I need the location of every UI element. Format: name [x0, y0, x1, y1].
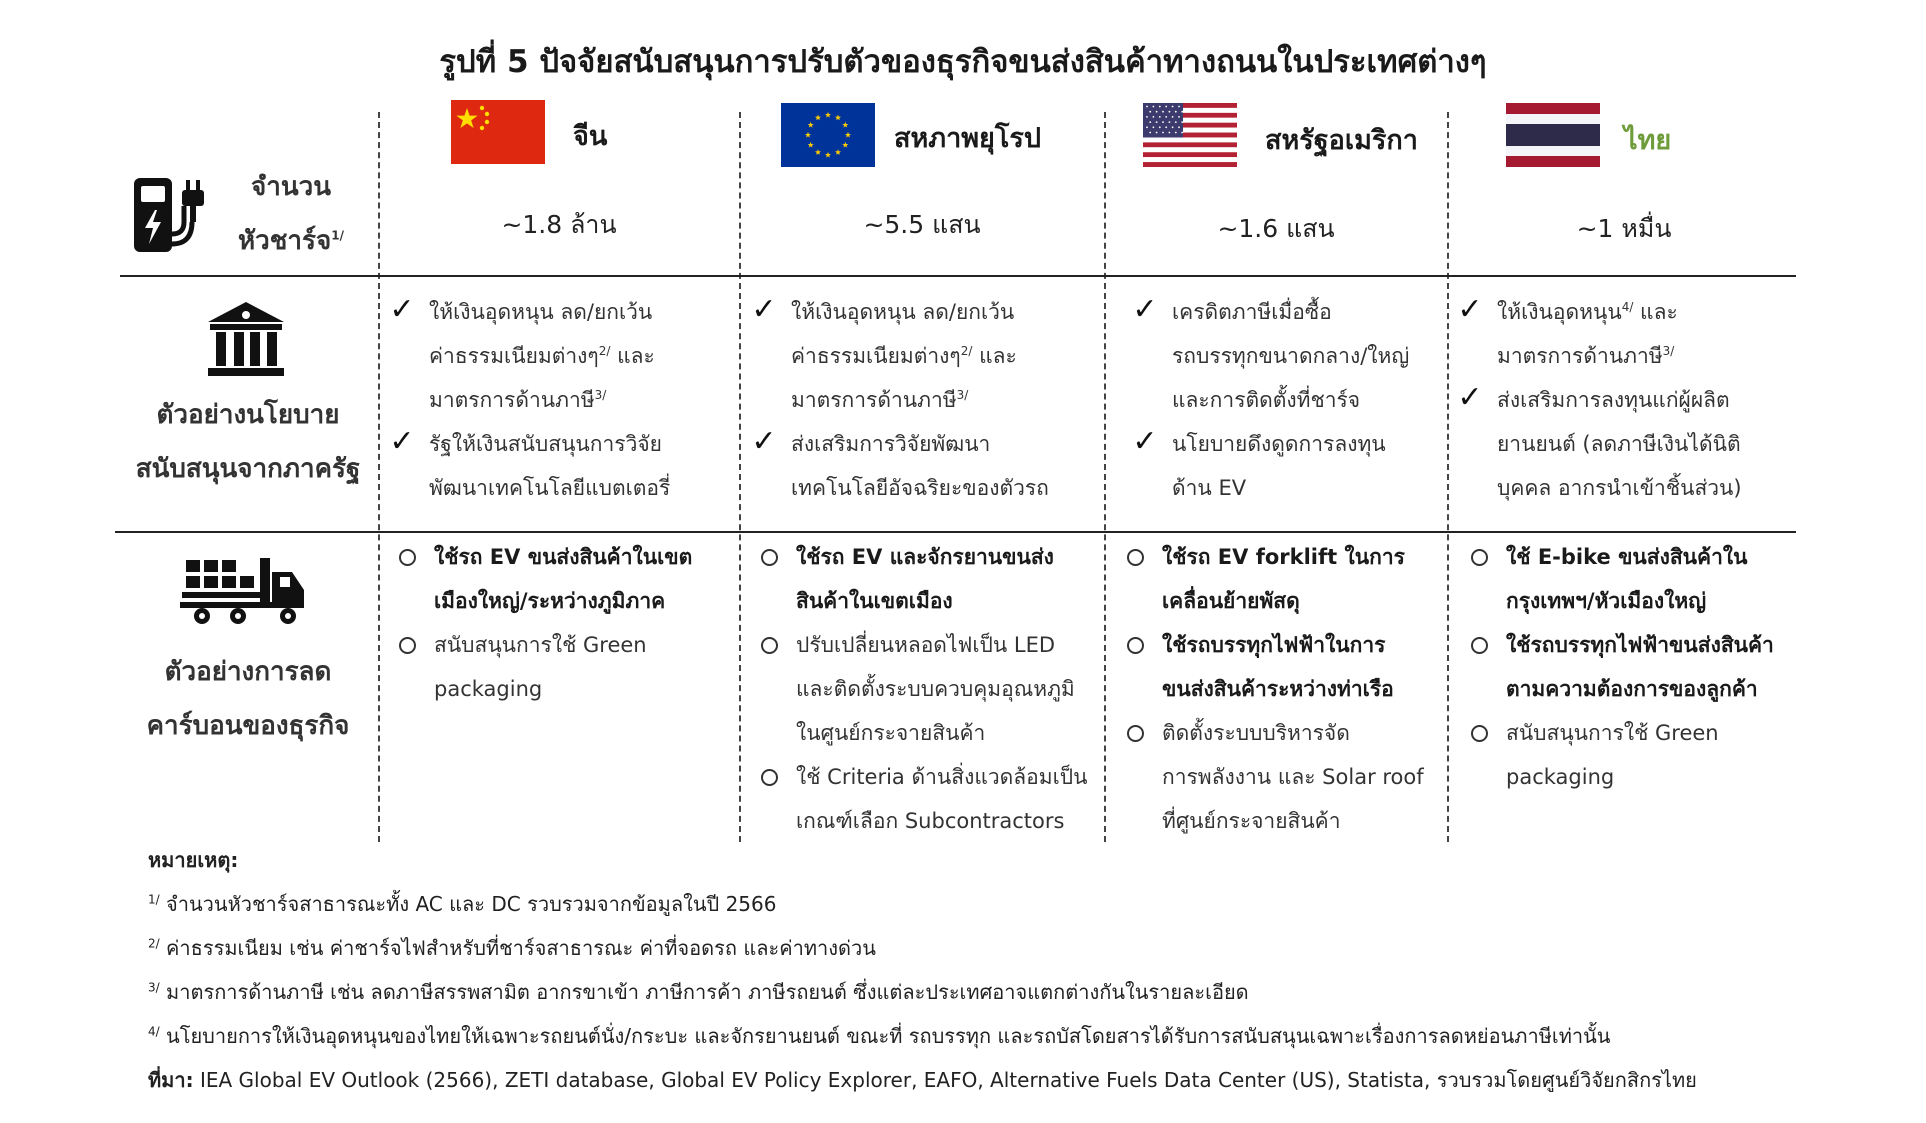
- policy-line: [1497, 334, 1793, 378]
- policy-text: และ: [972, 344, 1017, 368]
- notes-heading: หมายเหตุ:: [148, 848, 239, 872]
- charger-count-usa: ~1.6 แสน: [1217, 214, 1335, 243]
- circle-bullet-icon: [752, 755, 786, 801]
- carbon-line: สนับสนุนการใช้ Green: [1506, 721, 1719, 745]
- policy-line: [1497, 290, 1793, 334]
- footnote-text: นโยบายการให้เงินอุดหนุนของไทยให้เฉพาะรถยนต์นั่ง/กระบะ และจักรยานยนต์ ขณะที่ รถบรรทุก และรถบัสโดยสารได้รับการสนับสนุนเฉพาะเรื่องการลดหย่อนภาษีเท่านั้น: [159, 1024, 1611, 1048]
- carbon-line: เคลื่อนย้ายพัสดุ: [1162, 589, 1300, 613]
- carbon-line: และติดตั้งระบบควบคุมอุณหภูมิ: [796, 677, 1075, 701]
- row-label-line: คาร์บอนของธุรกิจ: [146, 711, 350, 741]
- footnote-item: [148, 882, 1868, 926]
- footnote-item: [148, 926, 1868, 970]
- footnote-ref: 3/: [956, 388, 969, 402]
- policy-text: เครดิตภาษีเมื่อซื้อ: [1172, 300, 1332, 324]
- policy-text: ให้เงินอุดหนุน ลด/ยกเว้น: [791, 300, 1015, 324]
- policy-text: ให้เงินอุดหนุน: [1497, 300, 1622, 324]
- policy-line: [1497, 466, 1793, 510]
- check-icon: ✓: [1457, 380, 1483, 415]
- policy-text: และ: [610, 344, 655, 368]
- circle-bullet-icon: [1462, 535, 1496, 581]
- carbon-line: ติดตั้งระบบบริหารจัด: [1162, 721, 1350, 745]
- row-label-line: จำนวน: [251, 172, 331, 202]
- policy-text: มาตรการด้านภาษี: [791, 388, 957, 412]
- carbon-cell-usa: [1118, 535, 1444, 843]
- policy-item: [747, 290, 1099, 422]
- footnote-text: จำนวนหัวชาร์จสาธารณะทั้ง AC และ DC รวบรวมจากข้อมูลในปี 2566: [159, 892, 777, 916]
- circle-bullet-icon: [1471, 637, 1488, 654]
- circle-bullet-icon: [390, 535, 424, 581]
- footnote-item: [148, 970, 1868, 1014]
- circle-bullet-icon: [752, 535, 786, 581]
- circle-bullet-icon: [1127, 637, 1144, 654]
- footnote-ref: 2/: [598, 344, 611, 358]
- policy-line: [791, 378, 1099, 422]
- policy-cell-usa: [1128, 290, 1440, 510]
- carbon-line: ใช้ E-bike ขนส่งสินค้าใน: [1506, 545, 1748, 569]
- circle-bullet-icon: [761, 769, 778, 786]
- policy-line: [1172, 466, 1440, 510]
- carbon-line: ปรับเปลี่ยนหลอดไฟเป็น LED: [796, 633, 1056, 657]
- carbon-line: กรุงเทพฯ/หัวเมืองใหญ่: [1506, 589, 1707, 613]
- circle-bullet-icon: [761, 637, 778, 654]
- policy-item: [747, 422, 1099, 510]
- circle-bullet-icon: [390, 623, 424, 669]
- footnotes: [148, 838, 1868, 1102]
- policy-text: มาตรการด้านภาษี: [429, 388, 595, 412]
- carbon-item: [390, 535, 734, 623]
- carbon-item: [752, 535, 1102, 623]
- footnote-number: 4/: [148, 1024, 160, 1039]
- carbon-line: packaging: [434, 677, 543, 701]
- policy-text: และ: [1633, 300, 1678, 324]
- policy-line: [791, 422, 1099, 466]
- check-icon: ✓: [389, 292, 415, 327]
- policy-text: มาตรการด้านภาษี: [1497, 344, 1663, 368]
- check-icon: ✓: [1457, 292, 1483, 327]
- figure-title: รูปที่ 5 ปัจจัยสนับสนุนการปรับตัวของธุรกิจขนส่งสินค้าทางถนนในประเทศต่างๆ: [439, 44, 1487, 80]
- row-label-line: ตัวอย่างการลด: [164, 657, 332, 687]
- policy-text: รัฐให้เงินสนับสนุนการวิจัย: [429, 432, 662, 456]
- circle-bullet-icon: [1118, 535, 1152, 581]
- government-building-icon: [204, 298, 288, 382]
- row-label-line: สนับสนุนจากภาครัฐ: [135, 454, 361, 484]
- footnote-ref: 1/: [331, 228, 344, 243]
- source-line: [148, 1058, 1868, 1102]
- circle-bullet-icon: [1471, 549, 1488, 566]
- policy-line: [429, 378, 730, 422]
- row-label-line: หัวชาร์จ: [238, 226, 332, 256]
- eu-flag-icon: [781, 103, 875, 167]
- check-icon: ✓: [389, 424, 415, 459]
- circle-bullet-icon: [399, 637, 416, 654]
- footnote-item: [148, 1014, 1868, 1058]
- policy-item: [1128, 290, 1440, 422]
- country-name-eu: สหภาพยุโรป: [894, 123, 1041, 154]
- check-icon: ✓: [1132, 424, 1158, 459]
- charger-count-china: ~1.8 ล้าน: [501, 210, 617, 239]
- carbon-cell-eu: [752, 535, 1102, 843]
- footnote-text: ค่าธรรมเนียม เช่น ค่าชาร์จไฟสำหรับที่ชาร์จสาธารณะ ค่าที่จอดรถ และค่าทางด่วน: [159, 936, 876, 960]
- carbon-item: [1118, 711, 1444, 843]
- circle-bullet-icon: [399, 549, 416, 566]
- policy-cell-thailand: [1453, 290, 1793, 510]
- policy-line: [1497, 422, 1793, 466]
- circle-bullet-icon: [1127, 725, 1144, 742]
- policy-item: [385, 422, 730, 510]
- policy-item: [1128, 422, 1440, 510]
- check-icon: ✓: [751, 292, 777, 327]
- circle-bullet-icon: [1471, 725, 1488, 742]
- circle-bullet-icon: [761, 549, 778, 566]
- footnote-ref: 2/: [960, 344, 973, 358]
- policy-text: บุคคล อากรนำเข้าชิ้นส่วน): [1497, 476, 1742, 500]
- carbon-item: [752, 755, 1102, 843]
- carbon-line: ใช้รถ EV และจักรยานขนส่ง: [796, 545, 1054, 569]
- footnote-ref: 3/: [594, 388, 607, 402]
- policy-text: พัฒนาเทคโนโลยีแบตเตอรี่: [429, 476, 671, 500]
- carbon-line: สนับสนุนการใช้ Green: [434, 633, 647, 657]
- policy-item: [1453, 378, 1793, 510]
- policy-text: นโยบายดึงดูดการลงทุน: [1172, 432, 1386, 456]
- country-name-thailand: ไทย: [1624, 125, 1672, 156]
- carbon-line: การพลังงาน และ Solar roof: [1162, 765, 1424, 789]
- country-name-china: จีน: [573, 121, 608, 152]
- policy-text: ค่าธรรมเนียมต่างๆ: [429, 344, 599, 368]
- row-label-chargers: [226, 160, 356, 268]
- source-text: IEA Global EV Outlook (2566), ZETI database, Global EV Policy Explorer, EAFO, Alternative Fuels Data Center (US), Statista, รวบรวมโดยศูนย์วิจัยกสิกรไทย: [199, 1068, 1697, 1092]
- row-label-line: ตัวอย่างนโยบาย: [156, 400, 340, 430]
- policy-text: และการติดตั้งที่ชาร์จ: [1172, 388, 1361, 412]
- carbon-line: ใช้รถบรรทุกไฟฟ้าขนส่งสินค้า: [1506, 633, 1774, 657]
- carbon-line: เมืองใหญ่/ระหว่างภูมิภาค: [434, 589, 666, 613]
- carbon-line: ที่ศูนย์กระจายสินค้า: [1162, 809, 1341, 833]
- carbon-line: ขนส่งสินค้าระหว่างท่าเรือ: [1162, 677, 1394, 701]
- row-divider: [115, 531, 1796, 533]
- policy-text: ส่งเสริมการวิจัยพัฒนา: [791, 432, 991, 456]
- circle-bullet-icon: [752, 623, 786, 669]
- policy-line: [1172, 422, 1440, 466]
- policy-cell-eu: [747, 290, 1099, 510]
- policy-line: [1497, 378, 1793, 422]
- footnote-number: 1/: [148, 892, 160, 907]
- carbon-item: [390, 623, 734, 711]
- source-label: ที่มา:: [148, 1068, 194, 1092]
- carbon-item: [1462, 535, 1796, 623]
- row-divider: [120, 275, 1796, 277]
- policy-line: [429, 334, 730, 378]
- policy-line: [791, 334, 1099, 378]
- policy-text: ให้เงินอุดหนุน ลด/ยกเว้น: [429, 300, 653, 324]
- carbon-cell-thailand: [1462, 535, 1796, 799]
- circle-bullet-icon: [1127, 549, 1144, 566]
- footnote-ref: 4/: [1621, 300, 1634, 314]
- footnote-number: 3/: [148, 980, 160, 995]
- carbon-item: [1462, 711, 1796, 799]
- thailand-flag-icon: [1506, 103, 1600, 167]
- policy-line: [791, 290, 1099, 334]
- delivery-truck-icon: [180, 552, 308, 630]
- carbon-item: [752, 623, 1102, 755]
- row-label-carbon: [118, 645, 378, 753]
- country-name-usa: สหรัฐอเมริกา: [1265, 125, 1418, 156]
- footnote-text: มาตรการด้านภาษี เช่น ลดภาษีสรรพสามิต อากรขาเข้า ภาษีการค้า ภาษีรถยนต์ ซึ่งแต่ละประเทศอาจแตกต่างกันในรายละเอียด: [159, 980, 1249, 1004]
- usa-flag-icon: [1143, 103, 1237, 167]
- policy-text: เทคโนโลยีอัจฉริยะของตัวรถ: [791, 476, 1049, 500]
- carbon-line: ใช้รถ EV ขนส่งสินค้าในเขต: [434, 545, 693, 569]
- policy-line: [429, 422, 730, 466]
- policy-text: รถบรรทุกขนาดกลาง/ใหญ่: [1172, 344, 1410, 368]
- policy-text: ค่าธรรมเนียมต่างๆ: [791, 344, 961, 368]
- row-label-policy: [118, 388, 378, 496]
- policy-line: [429, 290, 730, 334]
- carbon-item: [1462, 623, 1796, 711]
- policy-text: ยานยนต์ (ลดภาษีเงินได้นิติ: [1497, 432, 1741, 456]
- circle-bullet-icon: [1118, 711, 1152, 757]
- circle-bullet-icon: [1462, 623, 1496, 669]
- circle-bullet-icon: [1118, 623, 1152, 669]
- policy-cell-china: [385, 290, 730, 510]
- carbon-item: [1118, 535, 1444, 623]
- carbon-line: ใช้รถบรรทุกไฟฟ้าในการ: [1162, 633, 1386, 657]
- policy-line: [1172, 290, 1440, 334]
- policy-line: [791, 466, 1099, 510]
- policy-text: ส่งเสริมการลงทุนแก่ผู้ผลิต: [1497, 388, 1730, 412]
- carbon-line: packaging: [1506, 765, 1615, 789]
- check-icon: ✓: [751, 424, 777, 459]
- policy-line: [429, 466, 730, 510]
- policy-line: [1172, 378, 1440, 422]
- circle-bullet-icon: [1462, 711, 1496, 757]
- charger-count-thailand: ~1 หมื่น: [1576, 214, 1672, 243]
- carbon-line: ตามความต้องการของลูกค้า: [1506, 677, 1758, 701]
- carbon-cell-china: [390, 535, 734, 711]
- charger-count-eu: ~5.5 แสน: [863, 210, 981, 239]
- policy-item: [1453, 290, 1793, 378]
- policy-item: [385, 290, 730, 422]
- check-icon: ✓: [1132, 292, 1158, 327]
- policy-line: [1172, 334, 1440, 378]
- carbon-line: สินค้าในเขตเมือง: [796, 589, 953, 613]
- carbon-line: ในศูนย์กระจายสินค้า: [796, 721, 986, 745]
- carbon-item: [1118, 623, 1444, 711]
- ev-charger-icon: [130, 172, 216, 258]
- policy-text: ด้าน EV: [1172, 476, 1247, 500]
- carbon-line: ใช้รถ EV forklift ในการ: [1162, 545, 1405, 569]
- carbon-line: ใช้ Criteria ด้านสิ่งแวดล้อมเป็น: [796, 765, 1088, 789]
- footnote-ref: 3/: [1662, 344, 1675, 358]
- carbon-line: เกณฑ์เลือก Subcontractors: [796, 809, 1065, 833]
- china-flag-icon: [451, 100, 545, 164]
- footnote-number: 2/: [148, 936, 160, 951]
